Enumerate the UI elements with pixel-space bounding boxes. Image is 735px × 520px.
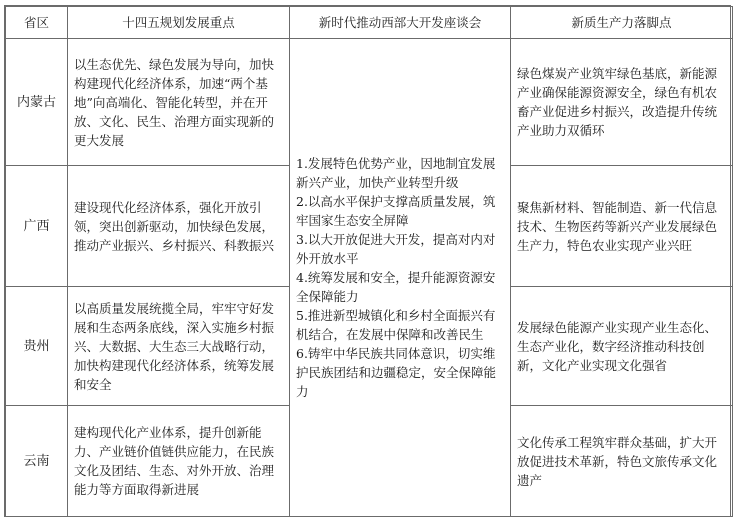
plan-cell: 以生态优先、绿色发展为导向，加快构建现代化经济体系，加速“两个基地”向高端化、智能化转型，并在开放、文化、民生、治理方面实现新的更大发展 — [68, 39, 290, 166]
province-cell: 贵州 — [6, 287, 68, 406]
symposium-item: 6.铸牢中华民族共同体意识，切实维护民族团结和边疆稳定，安全保障能力 — [296, 346, 497, 399]
plan-cell: 建设现代化经济体系，强化开放引领，突出创新驱动，加快绿色发展，推动产业振兴、乡村振兴、科教振兴 — [68, 166, 290, 287]
productivity-cell: 文化传承工程筑牢群众基础，扩大开放促进技术革新，特色文旅传承文化遗产 — [511, 406, 733, 517]
province-cell: 云南 — [6, 406, 68, 517]
symposium-item: 1.发展特色优势产业，因地制宜发展新兴产业，加快产业转型升级 — [296, 156, 496, 190]
header-row — [6, 7, 733, 39]
plan-cell: 建构现代化产业体系，提升创新能力、产业链价值链供应能力，在民族文化及团结、生态、对外开放、治理能力等方面取得新进展 — [68, 406, 290, 517]
province-cell: 广西 — [6, 166, 68, 287]
table-row — [6, 39, 733, 166]
symposium-item: 2.以高水平保护支撑高质量发展，筑牢国家生态安全屏障 — [296, 194, 496, 228]
plan-cell: 以高质量发展统揽全局，牢牢守好发展和生态两条底线，深入实施乡村振兴、大数据、大生态三大战略行动，加快构建现代化经济体系，统筹发展和安全 — [68, 287, 290, 406]
province-cell: 内蒙古 — [6, 39, 68, 166]
productivity-cell: 发展绿色能源产业实现产业生态化、生态产业化，数字经济推动科技创新，文化产业实现文化强省 — [511, 287, 733, 406]
symposium-item: 4.统筹发展和安全，提升能源资源安全保障能力 — [296, 270, 496, 304]
policy-table-grid — [5, 6, 733, 517]
symposium-item: 3.以大开放促进大开发，提高对内对外开放水平 — [296, 232, 496, 266]
header-province: 省区 — [6, 7, 68, 39]
symposium-cell — [290, 39, 511, 517]
header-plan: 十四五规划发展重点 — [68, 7, 290, 39]
header-productivity: 新质生产力落脚点 — [511, 7, 733, 39]
productivity-cell: 聚焦新材料、智能制造、新一代信息技术、生物医药等新兴产业发展绿色生产力，特色农业实现产业兴旺 — [511, 166, 733, 287]
symposium-item: 5.推进新型城镇化和乡村全面振兴有机结合，在发展中保障和改善民生 — [296, 308, 496, 342]
productivity-cell: 绿色煤炭产业筑牢绿色基底，新能源产业确保能源资源安全，绿色有机农畜产业促进乡村振兴，改造提升传统产业助力双循环 — [511, 39, 733, 166]
header-symposium: 新时代推动西部大开发座谈会 — [290, 7, 511, 39]
policy-table — [4, 5, 731, 517]
